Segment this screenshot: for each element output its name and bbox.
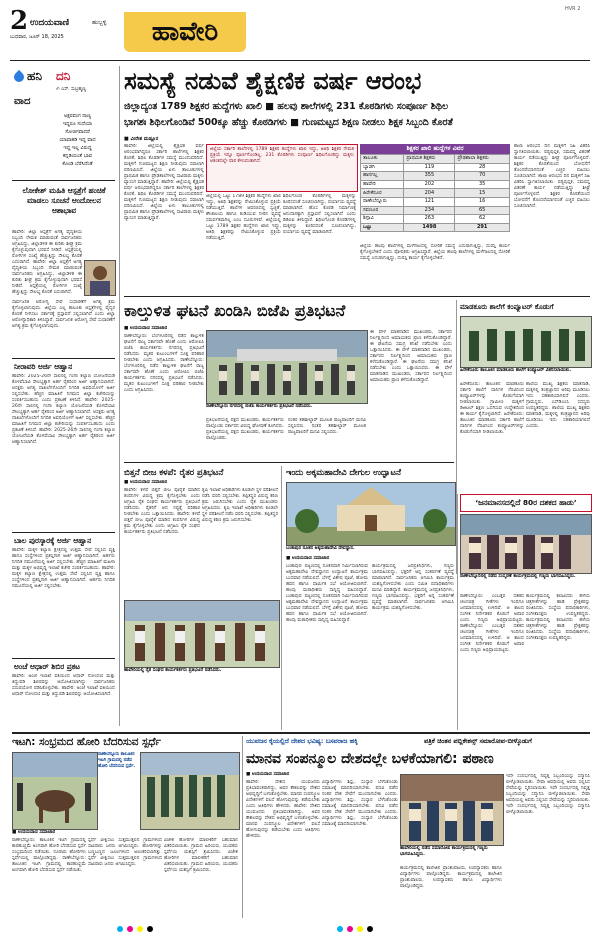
lead-body-col5: ಶಾಲಾ ಆರಂಭದ ದಿನ ಮಕ್ಕಳಿಗೆ ಸಿಹಿ ವಿತರಿಸಿ ಸ್ವಾಗತಿಸಲಾಯಿತು. ಪಠ್ಯಪುಸ್ತಕ, ಸಮವಸ್ತ್ರ ವಿತರಣೆ ಕಾರ್ಯ ನಡೆಯುತ್ತಿದ್ದು ಶೀಘ್ರ ಪೂರ್ಣಗೊಳ್ಳಲಿದೆ. ಶಿಕ್ಷಕರ ಕೊರತೆಯಿಂದ ಬೋಧನೆಗೆ ತೊಂದರೆಯಾಗದಂತೆ ಎಚ್ಚರ ವಹಿಸಲು ಸೂಚಿಸಲಾಗಿದೆ. ಶಾಲಾ ಆರಂಭದ ದಿನ ಮಕ್ಕಳಿಗೆ ಸಿಹಿ ವಿತರಿಸಿ ಸ್ವಾಗತಿಸಲಾಯಿತು. ಪಠ್ಯಪುಸ್ತಕ, ಸಮವಸ್ತ್ರ ವಿತರಣೆ ಕಾರ್ಯ ನಡೆಯುತ್ತಿದ್ದು ಶೀಘ್ರ ಪೂರ್ಣಗೊಳ್ಳಲಿದೆ. ಶಿಕ್ಷಕರ ಕೊರತೆಯಿಂದ ಬೋಧನೆಗೆ ತೊಂದರೆಯಾಗದಂತೆ ಎಚ್ಚರ ವಹಿಸಲು ಸೂಚಿಸಲಾಗಿದೆ. xyxy=(514,144,590,209)
samsmarane-body-2: ಕಾರ್ಯಕ್ರಮದಲ್ಲಿ ಕಲಾವಿದರು ಹಳೆಯ ಚಿತ್ರಗೀತೆಗಳನ್ನು ಹಾಡಿ ಪ್ರೇಕ್ಷಕರನ್ನು ರಂಜಿಸಿದರು. ಸಂಸ್ಥೆಯ ಪದಾಧಿಕಾರಿಗಳು, ಸಂಗೀತಾಸಕ್ತರು ಉಪಸ್ಥಿತರಿದ್ದರು. ಕಾರ್ಯಕ್ರಮದಲ್ಲಿ ಕಲಾವಿದರು ಹಳೆಯ ಚಿತ್ರಗೀತೆಗಳನ್ನು ಹಾಡಿ ಪ್ರೇಕ್ಷಕರನ್ನು ರಂಜಿಸಿದರು. ಸಂಸ್ಥೆಯ ಪದಾಧಿಕಾರಿಗಳು, ಸಂಗೀತಾಸಕ್ತರು ಉಪಸ್ಥಿತರಿದ್ದರು. xyxy=(526,594,590,641)
table-cell: ಹಿರೇಕೆರೂರ xyxy=(361,189,404,198)
page-number: 2 xyxy=(10,6,29,36)
masthead xyxy=(0,0,600,62)
temple-caption: ಬಂಕಾಪುರ ನೂತನ ಅಕ್ಕಮಹಾದೇವಿ ದೇವಸ್ಥಾನ. xyxy=(286,546,355,551)
poem-title: ವಾದ xyxy=(14,96,31,107)
protest-body-2: ಪ್ರತಿಭಟನೆಯಲ್ಲಿ ಪಕ್ಷದ ಮುಖಂಡರು, ಕಾರ್ಯಕರ್ತರು ಪಾಲ್ಗೊಂಡು ಸರ್ಕಾರದ ವಿರುದ್ಧ ಘೋಷಣೆ ಕೂಗಿದರು. ಪ್ರತಿಭಟನೆಯಲ್ಲಿ ಪಕ್ಷದ ಮುಖಂಡರು, ಕಾರ್ಯಕರ್ತರು ಪಾಲ್ಗೊಂಡರು. xyxy=(206,418,284,441)
info-box-text: ಜಿಲ್ಲೆಯ ಸರ್ಕಾರಿ ಶಾಲೆಗಳಲ್ಲಿ 1789 ಶಿಕ್ಷಕರ ಹುದ್ದೆಗಳು ಖಾಲಿ ಇದ್ದು, ಅತಿಥಿ ಶಿಕ್ಷಕರ ನೇಮಕ ಪ್ರಕ್ರಿಯೆ ಇನ್ನೂ ಪೂರ್ಣಗೊಂಡಿಲ್ಲ. 231 ಕೊಠಡಿಗಳು ಸಂಪೂರ್ಣ ಶಿಥಿಲಗೊಂಡಿದ್ದು ಮಕ್ಕಳು ಆತಂಕದಲ್ಲೇ ಪಾಠ ಕೇಳುವಂತಾಗಿದೆ. xyxy=(210,147,354,164)
table-cell: ಹಾನಗಲ್ಲ xyxy=(361,172,404,181)
table-cell: 234 xyxy=(404,206,455,215)
bull-body-3: ವಿಜೇತ ಹೋರಿಗಳ ಮಾಲೀಕರಿಗೆ ಬಹುಮಾನ ವಿತರಿಸಲಾಯಿತು. ಗ್ರಾಮದ ಹಿರಿಯರು, ಯುವಕರು ಸ್ಪರ್ಧೆಯ ಯಶಸ್ಸಿಗೆ ಶ್ರಮಿಸಿದರು. ವಿಜೇತ ಹೋರಿಗಳ ಮಾಲೀಕರಿಗೆ ಬಹುಮಾನ ವಿತರಿಸಲಾಯಿತು. ಗ್ರಾಮದ ಹಿರಿಯರು, ಯುವಕರು ಸ್ಪರ್ಧೆಯ ಯಶಸ್ಸಿಗೆ ಶ್ರಮಿಸಿದರು. xyxy=(164,838,238,873)
column-rule xyxy=(242,736,243,918)
computer-caption: ಹಿರೇಕೆರೂರು ತಾಲೂಕಿನ ಮಾಡಕೂರು ಶಾಲೆಗೆ ಕಂಪ್ಯೂಟರ್‌ ವಿತರಿಸಲಾಯಿತು. xyxy=(460,368,572,373)
samsmarane-headline: ‘ಜನಮಾನಸದಲ್ಲಿದೆ 80ರ ದಶಕದ ಹಾಡು’ xyxy=(475,498,577,507)
poem-line: ಯಾವಾತಡಿ ಇದ್ದ ವಾದ xyxy=(59,137,96,143)
bull-side-caption-box xyxy=(98,752,138,828)
lead-body-col1: ಹಾವೇರಿ: ಜಿಲ್ಲೆಯಲ್ಲಿ ಶೈಕ್ಷಣಿಕ ವರ್ಷ ಆರಂಭವಾಗಿದ್ದರೂ ಸರ್ಕಾರಿ ಶಾಲೆಗಳಲ್ಲಿ ಶಿಕ್ಷಕರ ಕೊರತೆ, ಶಿಥಿಲ ಕೊಠಡಿಗಳ ಸಮಸ್ಯೆ ಮುಂದುವರಿದಿದೆ. ಮಕ್ಕಳಿಗೆ ಗುಣಮಟ್ಟದ ಶಿಕ್ಷಣ ನೀಡುವುದು ಸವಾಲಾಗಿ ಪರಿಣಮಿಸಿದೆ. ಜಿಲ್ಲೆಯ ಏಳು ತಾಲೂಕುಗಳಲ್ಲಿ ಪ್ರಾಥಮಿಕ ಹಾಗೂ ಪ್ರೌಢಶಾಲೆಗಳಲ್ಲಿ ಸಾವಿರಾರು ಮಕ್ಕಳು ವ್ಯಾಸಂಗ ಮಾಡುತ್ತಿದ್ದಾರೆ. ಹಾವೇರಿ: ಜಿಲ್ಲೆಯಲ್ಲಿ ಶೈಕ್ಷಣಿಕ ವರ್ಷ ಆರಂಭವಾಗಿದ್ದರೂ ಸರ್ಕಾರಿ ಶಾಲೆಗಳಲ್ಲಿ ಶಿಕ್ಷಕರ ಕೊರತೆ, ಶಿಥಿಲ ಕೊಠಡಿಗಳ ಸಮಸ್ಯೆ ಮುಂದುವರಿದಿದೆ. ಮಕ್ಕಳಿಗೆ ಗುಣಮಟ್ಟದ ಶಿಕ್ಷಣ ನೀಡುವುದು ಸವಾಲಾಗಿ ಪರಿಣಮಿಸಿದೆ. ಜಿಲ್ಲೆಯ ಏಳು ತಾಲೂಕುಗಳಲ್ಲಿ ಪ್ರಾಥಮಿಕ ಹಾಗೂ ಪ್ರೌಢಶಾಲೆಗಳಲ್ಲಿ ಸಾವಿರಾರು ಮಕ್ಕಳು ವ್ಯಾಸಂಗ ಮಾಡುತ್ತಿದ್ದಾರೆ. xyxy=(124,144,204,221)
table-cell: 1498 xyxy=(404,223,455,232)
divider xyxy=(12,180,115,181)
edition-label: ಹುಬ್ಬಳ್ಳಿ xyxy=(92,19,107,26)
vacancy-table-box xyxy=(360,144,510,240)
table-total-row xyxy=(361,223,510,232)
hani-dani-logo: ಹನಿ xyxy=(27,69,42,83)
section-title: ಹಾವೇರಿ xyxy=(124,12,246,52)
table-cell: 70 xyxy=(455,172,510,181)
protest-body: ರಾಣೇಬೆನ್ನೂರು: ಬೆಂಗಳೂರಿನಲ್ಲಿ ನಡೆದ ಕಾಲ್ತುಳಿತ ಘಟನೆಗೆ ರಾಜ್ಯ ಸರ್ಕಾರವೇ ಹೊಣೆ ಎಂದು ಆರೋಪಿಸಿ ಬಿಜೆಪಿ ಕಾರ್ಯಕರ್ತರು ನಗರದಲ್ಲಿ ಪ್ರತಿಭಟನೆ ನಡೆಸಿದರು. ಮೃತರ ಕುಟುಂಬಗಳಿಗೆ ಸೂಕ್ತ ಪರಿಹಾರ ನೀಡಬೇಕು ಎಂದು ಆಗ್ರಹಿಸಿದರು. ರಾಣೇಬೆನ್ನೂರು: ಬೆಂಗಳೂರಿನಲ್ಲಿ ನಡೆದ ಕಾಲ್ತುಳಿತ ಘಟನೆಗೆ ರಾಜ್ಯ ಸರ್ಕಾರವೇ ಹೊಣೆ ಎಂದು ಆರೋಪಿಸಿ ಬಿಜೆಪಿ ಕಾರ್ಯಕರ್ತರು ನಗರದಲ್ಲಿ ಪ್ರತಿಭಟನೆ ನಡೆಸಿದರು. ಮೃತರ ಕುಟುಂಬಗಳಿಗೆ ಸೂಕ್ತ ಪರಿಹಾರ ನೀಡಬೇಕು ಎಂದು ಆಗ್ರಹಿಸಿದರು. xyxy=(124,334,204,393)
bike-body-2: ಕೃಷಿ ಇಲಾಖೆ ಅಧಿಕಾರಿಗಳು ಕೂಡಲೇ ಸ್ಥಳ ಪರಿಶೀಲನೆ ನಡೆಸಿ ವರದಿ ಸಲ್ಲಿಸಬೇಕು. ತಪ್ಪಿತಸ್ಥರ ವಿರುದ್ಧ ಕಠಿಣ ಕ್ರಮ ಜರುಗಿಸಬೇಕು ಎಂದು ರೈತ ಮುಖಂಡರು ಆಗ್ರಹಿಸಿದರು. ಕೃಷಿ ಇಲಾಖೆ ಅಧಿಕಾರಿಗಳು ಕೂಡಲೇ ಸ್ಥಳ ಪರಿಶೀಲನೆ ನಡೆಸಿ ವರದಿ ಸಲ್ಲಿಸಬೇಕು. ತಪ್ಪಿತಸ್ಥರ ವಿರುದ್ಧ ಕಠಿಣ ಕ್ರಮ ಜರುಗಿಸಬೇಕು. xyxy=(202,488,278,523)
poem-line: ಕನ್ನಡಿಯಂತೆ ಭಾವ xyxy=(62,153,93,159)
page-ref: HVR 2 xyxy=(565,6,581,12)
poem-line: ಇದ್ದ ಇಲ್ಲ ವಿರುದ್ಧ xyxy=(63,145,92,151)
bull-body: ರಾಣೇಬೆನ್ನೂರು: ತಾಲೂಕಿನ ಇಟಗಿ ಗ್ರಾಮದಲ್ಲಿ ಕಾರಹುಣ್ಣಿಮೆ ಅಂಗವಾಗಿ ಹೋರಿ ಬೆದರಿಸುವ ಸ್ಪರ್ಧೆ ಸಂಭ್ರಮದಿಂದ ನಡೆಯಿತು. ನೂರಾರು ಹೋರಿಗಳು ಸ್ಪರ್ಧೆಯಲ್ಲಿ ಪಾಲ್ಗೊಂಡಿದ್ದವು. ರಾಣೇಬೆನ್ನೂರು: ತಾಲೂಕಿನ ಇಟಗಿ ಗ್ರಾಮದಲ್ಲಿ ಕಾರಹುಣ್ಣಿಮೆ ಅಂಗವಾಗಿ ಹೋರಿ ಬೆದರಿಸುವ ಸ್ಪರ್ಧೆ ನಡೆಯಿತು. xyxy=(12,838,86,873)
info-box xyxy=(206,144,358,192)
samsmarane-photo xyxy=(460,514,592,574)
bottom-caption: ಹಾವೇರಿಯಲ್ಲಿ ನಡೆದ ಸಮಾರೋಪ ಕಾರ್ಯಕ್ರಮದಲ್ಲಿ ಗಣ್ಯರು ಭಾಗವಹಿಸಿದ್ದರು. xyxy=(400,846,488,857)
person-photo xyxy=(84,260,116,296)
lead-body-col4: ಜಿಲ್ಲೆಯ ಹಲವು ಶಾಲೆಗಳಲ್ಲಿ ಮಳೆಗಾಲದಲ್ಲಿ ಸೋರಿಕೆ ಸಮಸ್ಯೆ ಎದುರಾಗುತ್ತಿದ್ದು, ದುರಸ್ತಿ ಕಾರ್ಯ ಕೈಗೊಳ್ಳಬೇಕಿದೆ ಎಂದು ಪೋಷಕರು ಆಗ್ರಹಿಸಿದ್ದಾರೆ. ಜಿಲ್ಲೆಯ ಹಲವು ಶಾಲೆಗಳಲ್ಲಿ ಮಳೆಗಾಲದಲ್ಲಿ ಸೋರಿಕೆ ಸಮಸ್ಯೆ ಎದುರಾಗುತ್ತಿದ್ದು, ದುರಸ್ತಿ ಕಾರ್ಯ ಕೈಗೊಳ್ಳಬೇಕಿದೆ. xyxy=(360,244,510,261)
bottom-body: ಹಾವೇರಿ: ದೇಶದ ಯುವಜನರು ಪ್ರತಿಭಾವಂತರಾಗಿದ್ದು, ಅವರ ಕೌಶಲವನ್ನು ದೇಶದ ಅಭಿವೃದ್ಧಿಗೆ ಬಳಸಿಕೊಳ್ಳಬೇಕು. ಮಾನವ ಸಂಪನ್ಮೂಲ ವಿದೇಶಗಳಿಗೆ ವಲಸೆ ಹೋಗುವುದನ್ನು ತಡೆಯಬೇಕು ಎಂದು ಅತಿಥಿಗಳು ಹೇಳಿದರು. ಹಾವೇರಿ: ದೇಶದ ಯುವಜನರು ಪ್ರತಿಭಾವಂತರಾಗಿದ್ದು, ಅವರ ಕೌಶಲವನ್ನು ದೇಶದ ಅಭಿವೃದ್ಧಿಗೆ ಬಳಸಿಕೊಳ್ಳಬೇಕು. ಮಾನವ ಸಂಪನ್ಮೂಲ ವಿದೇಶಗಳಿಗೆ ವಲಸೆ ಹೋಗುವುದನ್ನು ತಡೆಯಬೇಕು ಎಂದು ಅತಿಥಿಗಳು ಹೇಳಿದರು. xyxy=(246,780,320,839)
temple-headline: ಇಂದು ಅಕ್ಕಮಹಾದೇವಿ ದೇಗುಲ ಉದ್ಘಾಟನೆ xyxy=(286,467,401,477)
date-line: ಬುಧವಾರ, ಜೂನ್ 18, 2025 xyxy=(10,34,64,40)
bapu-headline: ಬಾಲ ಪುರಸ್ಕಾರಕ್ಕೆ ಅರ್ಜಿ ಆಹ್ವಾನ xyxy=(14,536,92,545)
computer-photo xyxy=(460,316,592,368)
divider xyxy=(12,732,590,734)
samsmarane-body: ರಾಣೇಬೆನ್ನೂರು: ಎಂಬತ್ತರ ದಶಕದ ಚಲನಚಿತ್ರ ಗೀತೆಗಳು ಇಂದಿಗೂ ಜನಮಾನಸದಲ್ಲಿ ಉಳಿದಿವೆ. ಆ ಕಾಲದ ಸಂಗೀತ ನಿರ್ದೇಶಕರ ಕೊಡುಗೆ ಅಪಾರ ಎಂದು ಗಣ್ಯರು ಅಭಿಪ್ರಾಯಪಟ್ಟರು. ರಾಣೇಬೆನ್ನೂರು: ಎಂಬತ್ತರ ದಶಕದ ಚಲನಚಿತ್ರ ಗೀತೆಗಳು ಇಂದಿಗೂ ಜನಮಾನಸದಲ್ಲಿ ಉಳಿದಿವೆ. ಆ ಕಾಲದ ಸಂಗೀತ ನಿರ್ದೇಶಕರ ಕೊಡುಗೆ ಅಪಾರ ಎಂದು ಗಣ್ಯರು ಅಭಿಪ್ರಾಯಪಟ್ಟರು. xyxy=(460,594,524,653)
table-cell: ಒಟ್ಟು xyxy=(361,223,404,232)
lead-byline: ■ ವೀರೇಶ ಮಡ್ಲೂರ xyxy=(124,136,159,142)
table-cell: 121 xyxy=(404,197,455,206)
bike-byline: ■ ಉದಯವಾಣಿ ಸಮಾಚಾರ xyxy=(124,480,168,485)
table-header-row xyxy=(361,155,510,164)
hani-dani-logo-accent: ದನಿ xyxy=(56,69,71,83)
divider xyxy=(12,532,115,533)
protest-headline: ಕಾಲ್ತುಳಿತ ಘಟನೆ ಖಂಡಿಸಿ ಬಿಜೆಪಿ ಪ್ರತಿಭಟನೆ xyxy=(124,301,346,320)
table-cell: ರಾಣೇಬೆನ್ನೂರು xyxy=(361,197,404,206)
farmer-caption: ಹಾವೇರಿಯಲ್ಲಿ ರೈತ ಸಂಘದ ಕಾರ್ಯಕರ್ತರು ಪ್ರತಿಭಟನೆ ನಡೆಸಿದರು. xyxy=(124,668,222,673)
poem-line: ಅಕ್ಷರವಂಗ ನಾಣ್ಯ xyxy=(63,113,92,119)
neerasagar-headline: ನೀರಾವರಿ ಅರ್ಜಿ ಆಹ್ವಾನ xyxy=(14,362,73,371)
bottom-body-3: ಕಾರ್ಯಕ್ರಮದಲ್ಲಿ ಕಾಲೇಜಿನ ಪ್ರಾಂಶುಪಾಲರು, ಉಪನ್ಯಾಸಕರು ಹಾಗೂ ವಿದ್ಯಾರ್ಥಿಗಳು ಪಾಲ್ಗೊಂಡಿದ್ದರು. ಕಾರ್ಯಕ್ರಮದಲ್ಲಿ ಕಾಲೇಜಿನ ಪ್ರಾಂಶುಪಾಲರು, ಉಪನ್ಯಾಸಕರು ಹಾಗೂ ವಿದ್ಯಾರ್ಥಿಗಳು ಪಾಲ್ಗೊಂಡಿದ್ದರು. xyxy=(400,866,502,889)
hani-dani-byline: ✍ ಎಸ್‌. ಸುಬ್ರಹ್ಮಣ್ಯ xyxy=(56,87,87,92)
table-row xyxy=(361,215,510,224)
bull-side-caption: ರಾಣೇಬೆನ್ನೂರು ತಾಲೂಕಿನ ಇಟಗಿ ಗ್ರಾಮದಲ್ಲಿ ನಡೆದ ಹೋರಿ ಬೆದರಿಸುವ ಸ್ಪರ್ಧೆ. xyxy=(98,752,136,769)
bull-body-2: ಸ್ಪರ್ಧೆ ವೀಕ್ಷಿಸಲು ಸುತ್ತಮುತ್ತಲಿನ ಗ್ರಾಮಗಳಿಂದ ಸಾವಿರಾರು ಜನರು ಆಗಮಿಸಿದ್ದರು. ಹೋರಿಗಳನ್ನು ಬಣ್ಣಬಣ್ಣದ ಜೂಲಗಳಿಂದ ಅಲಂಕರಿಸಲಾಗಿತ್ತು. ಸ್ಪರ್ಧೆ ವೀಕ್ಷಿಸಲು ಸುತ್ತಮುತ್ತಲಿನ ಗ್ರಾಮಗಳಿಂದ ಸಾವಿರಾರು ಜನರು ಆಗಮಿಸಿದ್ದರು. xyxy=(88,838,162,867)
bapu-body: ಹಾವೇರಿ: ಮಕ್ಕಳ ಕಲ್ಯಾಣ ಕ್ಷೇತ್ರದಲ್ಲಿ ಉತ್ತಮ ಸೇವೆ ಸಲ್ಲಿಸಿದ ವ್ಯಕ್ತಿ ಹಾಗೂ ಸಂಸ್ಥೆಗಳಿಂದ ಪ್ರಶಸ್ತಿಗಾಗಿ ಅರ್ಜಿ ಆಹ್ವಾನಿಸಲಾಗಿದೆ. ಅರ್ಹರು ನಿಗದಿತ ನಮೂನೆಯಲ್ಲಿ ಅರ್ಜಿ ಸಲ್ಲಿಸಬೇಕು. ಹೆಚ್ಚಿನ ಮಾಹಿತಿಗೆ ಮಹಿಳಾ ಮತ್ತು ಮಕ್ಕಳ ಅಭಿವೃದ್ಧಿ ಇಲಾಖೆ ಕಚೇರಿ ಸಂಪರ್ಕಿಸಬಹುದು. ಹಾವೇರಿ: ಮಕ್ಕಳ ಕಲ್ಯಾಣ ಕ್ಷೇತ್ರದಲ್ಲಿ ಉತ್ತಮ ಸೇವೆ ಸಲ್ಲಿಸಿದ ವ್ಯಕ್ತಿ ಹಾಗೂ ಸಂಸ್ಥೆಗಳಿಂದ ಪ್ರಶಸ್ತಿಗಾಗಿ ಅರ್ಜಿ ಆಹ್ವಾನಿಸಲಾಗಿದೆ. ಅರ್ಹರು ನಿಗದಿತ ನಮೂನೆಯಲ್ಲಿ ಅರ್ಜಿ ಸಲ್ಲಿಸಬೇಕು. xyxy=(12,548,115,589)
table-cell: 28 xyxy=(455,163,510,172)
table-cell: 15 xyxy=(455,189,510,198)
column-rule xyxy=(281,466,282,730)
temple-body: ಬಂಕಾಪುರ: ಪಟ್ಟಣದಲ್ಲಿ ನೂತನವಾಗಿ ನಿರ್ಮಿಸಲಾಗಿರುವ ಅಕ್ಕಮಹಾದೇವಿ ದೇವಸ್ಥಾನದ ಉದ್ಘಾಟನೆ ಕಾರ್ಯಕ್ರಮ ಬುಧವಾರ ನಡೆಯಲಿದೆ. ಬೆಳಗ್ಗೆ ವಿಶೇಷ ಪೂಜೆ, ಹೋಮ ಹವನ ಹಾಗೂ ಧಾರ್ಮಿಕ ಸಭೆ ಆಯೋಜಿಸಲಾಗಿದೆ. ಹಲವು ಮಠಾಧೀಶರು ಸಾನ್ನಿಧ್ಯ ವಹಿಸಲಿದ್ದಾರೆ. ಬಂಕಾಪುರ: ಪಟ್ಟಣದಲ್ಲಿ ನೂತನವಾಗಿ ನಿರ್ಮಿಸಲಾಗಿರುವ ಅಕ್ಕಮಹಾದೇವಿ ದೇವಸ್ಥಾನದ ಉದ್ಘಾಟನೆ ಕಾರ್ಯಕ್ರಮ ಬುಧವಾರ ನಡೆಯಲಿದೆ. ಬೆಳಗ್ಗೆ ವಿಶೇಷ ಪೂಜೆ, ಹೋಮ ಹವನ ಹಾಗೂ ಧಾರ್ಮಿಕ ಸಭೆ ಆಯೋಜಿಸಲಾಗಿದೆ. ಹಲವು ಮಠಾಧೀಶರು ಸಾನ್ನಿಧ್ಯ ವಹಿಸಲಿದ್ದಾರೆ. xyxy=(286,564,368,623)
table-cell: ಹಾವೇರಿ xyxy=(361,180,404,189)
bike-headline: ಬಿತ್ತನೆ ಬೀಜ ಕಳಪೆ: ರೈತರ ಪ್ರತಿಭಟನೆ xyxy=(124,467,224,477)
aadhar-headline: ಅಂಚೆ ಆಧಾರ್‌ ಶಿಬಿರ ಪ್ರಕಟ xyxy=(14,662,80,671)
bull-headline: ಇಟಗಿ: ಸಂಭ್ರಮದ ಹೋರಿ ಬೆದರಿಸುವ ಸ್ಪರ್ಧೆ xyxy=(12,736,161,748)
table-row xyxy=(361,197,510,206)
computer-headline: ಮಾಡಕೂರು ಶಾಲೆಗೆ ಕಂಪ್ಯೂಟರ್‌ ಕೊಡುಗೆ xyxy=(460,303,554,311)
bull-photo xyxy=(12,752,98,830)
poem-line: ಇದ್ದರೂ ಸುಧೆಯಾ xyxy=(62,121,93,127)
table-row xyxy=(361,206,510,215)
table-title: ಶಿಕ್ಷಕರ ಖಾಲಿ ಹುದ್ದೆಗಳ ವಿವರ xyxy=(360,144,510,154)
table-header-cell: ಪ್ರಾಥಮಿಕ ಶಿಕ್ಷಕರು xyxy=(404,155,455,164)
bike-body: ಹಾವೇರಿ: ಕಳಪೆ ಬಿತ್ತನೆ ಬೀಜ ಪೂರೈಕೆ ಮಾಡಿದ ಕಂಪನಿಗಳ ವಿರುದ್ಧ ಕ್ರಮ ಕೈಗೊಳ್ಳಬೇಕು ಎಂದು ಆಗ್ರಹಿಸಿ ರೈತ ಸಂಘದ ಕಾರ್ಯಕರ್ತರು ಪ್ರತಿಭಟನೆ ನಡೆಸಿದರು. ರೈತರಿಗೆ ಆದ ನಷ್ಟಕ್ಕೆ ಪರಿಹಾರ ನೀಡಬೇಕು ಎಂದು ಒತ್ತಾಯಿಸಿದರು. ಹಾವೇರಿ: ಕಳಪೆ ಬಿತ್ತನೆ ಬೀಜ ಪೂರೈಕೆ ಮಾಡಿದ ಕಂಪನಿಗಳ ವಿರುದ್ಧ ಕ್ರಮ ಕೈಗೊಳ್ಳಬೇಕು ಎಂದು ಆಗ್ರಹಿಸಿ ರೈತ ಸಂಘದ ಕಾರ್ಯಕರ್ತರು ಪ್ರತಿಭಟನೆ ನಡೆಸಿದರು. xyxy=(124,488,200,535)
table-row xyxy=(361,189,510,198)
table-cell: 355 xyxy=(404,172,455,181)
lead-body-col2: ಜಿಲ್ಲೆಯಲ್ಲಿ ಒಟ್ಟು 1789 ಶಿಕ್ಷಕರ ಹುದ್ದೆಗಳು ಖಾಲಿ ಇದ್ದು, ಅತಿಥಿ ಶಿಕ್ಷಕರನ್ನು ನೇಮಿಸಿಕೊಳ್ಳುವ ಪ್ರಕ್ರಿಯೆ ನಡೆಯುತ್ತಿದೆ. ಶಾಲೆಗಳ ಆವರಣದಲ್ಲಿ ಸ್ವಚ್ಛತೆ, ಶೌಚಾಲಯ ಹಾಗೂ ಕುಡಿಯುವ ನೀರಿನ ವ್ಯವಸ್ಥೆ ಸಮರ್ಪಕವಾಗಿಲ್ಲ ಎಂಬ ದೂರುಗಳಿವೆ. ಜಿಲ್ಲೆಯಲ್ಲಿ ಒಟ್ಟು 1789 ಶಿಕ್ಷಕರ ಹುದ್ದೆಗಳು ಖಾಲಿ ಇದ್ದು, ಅತಿಥಿ ಶಿಕ್ಷಕರನ್ನು ನೇಮಿಸಿಕೊಳ್ಳುವ ಪ್ರಕ್ರಿಯೆ ನಡೆಯುತ್ತಿದೆ. xyxy=(206,194,281,241)
poem-line: ಸೋಜಿಗವಾದರೆ xyxy=(65,129,90,135)
computer-body: ಹಿರೇಕೆರೂರು: ತಾಲೂಕಿನ ಮಾಡಕೂರು ಸರ್ಕಾರಿ ಶಾಲೆಗೆ ದಾನಿಗಳ ನೆರವಿನಿಂದ ಕಂಪ್ಯೂಟರ್‌ಗಳನ್ನು ಕೊಡುಗೆಯಾಗಿ ನೀಡಲಾಯಿತು. ಗ್ರಾಮೀಣ ಮಕ್ಕಳಿಗೆ ಡಿಜಿಟಲ್‌ ಶಿಕ್ಷಣ ಒದಗಿಸುವ ಉದ್ದೇಶದಿಂದ ಈ ಕಾರ್ಯ ಕೈಗೊಳ್ಳಲಾಗಿದೆ. ಹಿರೇಕೆರೂರು: ತಾಲೂಕಿನ ಮಾಡಕೂರು ಸರ್ಕಾರಿ ಶಾಲೆಗೆ ದಾನಿಗಳ ನೆರವಿನಿಂದ ಕಂಪ್ಯೂಟರ್‌ಗಳನ್ನು ಕೊಡುಗೆಯಾಗಿ ನೀಡಲಾಯಿತು. xyxy=(460,382,524,435)
table-cell: ಶಿಗ್ಗಾವಿ xyxy=(361,215,404,224)
protest-body-4: ಈ ವೇಳೆ ಮಾತನಾಡಿದ ಮುಖಂಡರು, ಸರ್ಕಾರದ ನಿರ್ಲಕ್ಷ್ಯದಿಂದ ಅಮಾಯಕರು ಪ್ರಾಣ ಕಳೆದುಕೊಂಡಿದ್ದಾರೆ. ಈ ಘಟನೆಯ ಸಮಗ್ರ ತನಿಖೆ ನಡೆಸಬೇಕು ಎಂದು ಒತ್ತಾಯಿಸಿದರು. ಈ ವೇಳೆ ಮಾತನಾಡಿದ ಮುಖಂಡರು, ಸರ್ಕಾರದ ನಿರ್ಲಕ್ಷ್ಯದಿಂದ ಅಮಾಯಕರು ಪ್ರಾಣ ಕಳೆದುಕೊಂಡಿದ್ದಾರೆ. ಈ ಘಟನೆಯ ಸಮಗ್ರ ತನಿಖೆ ನಡೆಸಬೇಕು ಎಂದು ಒತ್ತಾಯಿಸಿದರು. ಈ ವೇಳೆ ಮಾತನಾಡಿದ ಮುಖಂಡರು, ಸರ್ಕಾರದ ನಿರ್ಲಕ್ಷ್ಯದಿಂದ ಅಮಾಯಕರು ಪ್ರಾಣ ಕಳೆದುಕೊಂಡಿದ್ದಾರೆ. xyxy=(370,330,452,383)
lokesh-headline: ಲೋಕೇಶ್‌ ಮಹಿತಿ ಆಸ್ಪತ್ರೆಗೆ ಹಂಚಿಕೆ ಮಾಡಲು ಸೂಚನೆ ಆಂದೋಲನ ಆಶಾಭಾವ xyxy=(22,186,106,215)
paper-name: ಉದಯವಾಣಿ xyxy=(30,18,70,28)
table-cell: 65 xyxy=(455,206,510,215)
bottom-byline: ■ ಉದಯವಾಣಿ ಸಮಾಚಾರ xyxy=(246,772,290,777)
water-drop-icon xyxy=(12,70,26,84)
sub-headline-1: ಜಿಲ್ಲಾದ್ಯಂತ 1789 ಶಿಕ್ಷಕರ ಹುದ್ದೆಗಳು ಖಾಲಿ ■ ಹಲವು ಶಾಲೆಗಳಲ್ಲಿ 231 ಕೊಠಡಿಗಳು ಸಂಪೂರ್ಣ ಶಿಥಿಲ xyxy=(124,101,449,112)
vacancy-table xyxy=(360,154,510,232)
poem-body xyxy=(40,112,115,168)
table-cell: ಬ್ಯಾಡಗಿ xyxy=(361,163,404,172)
table-header-cell: ಪ್ರೌಢಶಾಲಾ ಶಿಕ್ಷಕರು xyxy=(455,155,510,164)
table-row xyxy=(361,172,510,181)
samsmarane-headline-box xyxy=(460,494,592,512)
masthead-rule xyxy=(10,60,590,61)
bottom-kicker-left: ಯುವಜನ ಕೈಯಲ್ಲಿದೆ ದೇಶದ ಭವಿಷ್ಯ: ಬಸವರಾಜ ಹಕ್ಕಿ xyxy=(246,737,358,745)
protest-photo xyxy=(206,330,368,404)
column-rule xyxy=(457,494,458,730)
table-cell: 16 xyxy=(455,197,510,206)
protest-caption: ರಾಣೇಬೆನ್ನೂರು ನಗರದಲ್ಲಿ ಬಿಜೆಪಿ ಕಾರ್ಯಕರ್ತರು ಪ್ರತಿಭಟನೆ ನಡೆಸಿದರು. xyxy=(206,404,313,409)
samsmarane-caption: ರಾಣೇಬೆನ್ನೂರಿನಲ್ಲಿ ನಡೆದ ಸಂಸ್ಮರಣೆ ಕಾರ್ಯಕ್ರಮದಲ್ಲಿ ಗಣ್ಯರು ಭಾಗವಹಿಸಿದ್ದರು. xyxy=(460,574,576,579)
table-header-cell: ತಾಲೂಕು xyxy=(361,155,404,164)
table-row xyxy=(361,180,510,189)
protest-body-3: ನಂತರ ತಹಶೀಲ್ದಾರ್‌ ಮೂಲಕ ರಾಜ್ಯಪಾಲರಿಗೆ ಮನವಿ ಸಲ್ಲಿಸಿದರು. ನಂತರ ತಹಶೀಲ್ದಾರ್‌ ಮೂಲಕ ರಾಜ್ಯಪಾಲರಿಗೆ ಮನವಿ ಸಲ್ಲಿಸಿದರು. xyxy=(288,418,366,435)
bottom-headline: ಮಾನವ ಸಂಪನ್ಮೂಲ ದೇಶದಲ್ಲೇ ಬಳಕೆಯಾಗಲಿ: ಪಠಾಣ xyxy=(246,751,494,767)
bottom-body-2: ವಿದ್ಯಾರ್ಥಿಗಳು ಶಿಸ್ತು, ಸಂಸ್ಕಾರ ಬೆಳೆಸಿಕೊಂಡು ಸಮಾಜಕ್ಕೆ ಮಾದರಿಯಾಗಬೇಕು. ಪದವಿ ಪಡೆದ ನಂತರ ದೇಶ ಸೇವೆಗೆ ಮುಂದಾಗಬೇಕು ಎಂದರು. ವಿದ್ಯಾರ್ಥಿಗಳು ಶಿಸ್ತು, ಸಂಸ್ಕಾರ ಬೆಳೆಸಿಕೊಂಡು ಸಮಾಜಕ್ಕೆ ಮಾದರಿಯಾಗಬೇಕು. ಪದವಿ ಪಡೆದ ನಂತರ ದೇಶ ಸೇವೆಗೆ ಮುಂದಾಗಬೇಕು ಎಂದರು. ವಿದ್ಯಾರ್ಥಿಗಳು ಶಿಸ್ತು, ಸಂಸ್ಕಾರ ಬೆಳೆಸಿಕೊಂಡು ಸಮಾಜಕ್ಕೆ ಮಾದರಿಯಾಗಬೇಕು. xyxy=(322,780,398,827)
temple-body-2: ಕಾರ್ಯಕ್ರಮದಲ್ಲಿ ಜನಪ್ರತಿನಿಧಿಗಳು, ಗಣ್ಯರು ಭಾಗವಹಿಸಲಿದ್ದು, ಭಕ್ತರಿಗೆ ಅನ್ನ ಸಂತರ್ಪಣೆ ವ್ಯವಸ್ಥೆ ಮಾಡಲಾಗಿದೆ. ಸಾರ್ವಜನಿಕರು ಆಗಮಿಸಿ ಕಾರ್ಯಕ್ರಮ ಯಶಸ್ವಿಗೊಳಿಸಬೇಕು ಎಂದು ಸಮಿತಿ ಪದಾಧಿಕಾರಿಗಳು ಮನವಿ ಮಾಡಿದ್ದಾರೆ. ಕಾರ್ಯಕ್ರಮದಲ್ಲಿ ಜನಪ್ರತಿನಿಧಿಗಳು, ಗಣ್ಯರು ಭಾಗವಹಿಸಲಿದ್ದು, ಭಕ್ತರಿಗೆ ಅನ್ನ ಸಂತರ್ಪಣೆ ವ್ಯವಸ್ಥೆ ಮಾಡಲಾಗಿದೆ. ಸಾರ್ವಜನಿಕರು ಆಗಮಿಸಿ ಕಾರ್ಯಕ್ರಮ ಯಶಸ್ವಿಗೊಳಿಸಬೇಕು. xyxy=(372,564,454,611)
farmer-photo xyxy=(124,600,280,668)
temple-photo xyxy=(286,482,456,546)
bull-byline: ■ ಉದಯವಾಣಿ ಸಮಾಚಾರ xyxy=(12,830,56,835)
sub-headline-2: ಭಾಗಶಃ ಶಿಥಿಲಗೊಂಡಿವೆ 500ಕ್ಕೂ ಹೆಚ್ಚು ಕೊಠಡಿಗಳು ■ ಗುಣಮಟ್ಟದ ಶಿಕ್ಷಣ ನೀಡಲು ಶಿಕ್ಷಕ ಸಿಬ್ಬಂದಿ ಕೊರತೆ xyxy=(124,117,453,128)
table-cell: 119 xyxy=(404,163,455,172)
aadhar-body: ಹಾವೇರಿ: ಅಂಚೆ ಇಲಾಖೆ ವತಿಯಿಂದ ಆಧಾರ್‌ ನೋಂದಣಿ ಮತ್ತು ತಿದ್ದುಪಡಿ ಶಿಬಿರವನ್ನು ಆಯೋಜಿಸಲಾಗಿದ್ದು ಸಾರ್ವಜನಿಕರು ಸದುಪಯೋಗ ಪಡಿಸಿಕೊಳ್ಳಬೇಕು. ಹಾವೇರಿ: ಅಂಚೆ ಇಲಾಖೆ ವತಿಯಿಂದ ಆಧಾರ್‌ ನೋಂದಣಿ ಮತ್ತು ತಿದ್ದುಪಡಿ ಶಿಬಿರವನ್ನು ಆಯೋಜಿಸಲಾಗಿದೆ. xyxy=(12,674,115,697)
table-cell: 291 xyxy=(455,223,510,232)
bottom-body-4: ಇದೇ ಸಂದರ್ಭದಲ್ಲಿ ನಿವೃತ್ತ ಸಿಬ್ಬಂದಿಯನ್ನು ಸನ್ಮಾನಿಸಿ ಬೀಳ್ಕೊಡಲಾಯಿತು. ಸೇವಾ ಅವಧಿಯಲ್ಲಿ ಅವರು ಸಲ್ಲಿಸಿದ ಸೇವೆಯನ್ನು ಸ್ಮರಿಸಲಾಯಿತು. ಇದೇ ಸಂದರ್ಭದಲ್ಲಿ ನಿವೃತ್ತ ಸಿಬ್ಬಂದಿಯನ್ನು ಸನ್ಮಾನಿಸಿ ಬೀಳ್ಕೊಡಲಾಯಿತು. ಸೇವಾ ಅವಧಿಯಲ್ಲಿ ಅವರು ಸಲ್ಲಿಸಿದ ಸೇವೆಯನ್ನು ಸ್ಮರಿಸಲಾಯಿತು. ಇದೇ ಸಂದರ್ಭದಲ್ಲಿ ನಿವೃತ್ತ ಸಿಬ್ಬಂದಿಯನ್ನು ಸನ್ಮಾನಿಸಿ ಬೀಳ್ಕೊಡಲಾಯಿತು. xyxy=(506,774,590,815)
bottom-kicker-right: ಪತ್ರಿಕೆ ಚಿಂತನ ಪಬ್ಲಿಕೇಶನ್ಸ್‌ ಸಮಾರೋಪ-ಬೀಳ್ಕೊಡುಗೆ xyxy=(424,737,532,745)
divider xyxy=(124,462,454,463)
lokesh-body-cont: ಸಾರ್ವಜನಿಕ ಆರೋಗ್ಯ ಸೇವೆ ಸುಧಾರಣೆಗೆ ಅಗತ್ಯ ಕ್ರಮ ಕೈಗೊಳ್ಳಲಾಗುವುದು. ಜಿಲ್ಲೆಯ ಎಲ್ಲ ತಾಲೂಕು ಆಸ್ಪತ್ರೆಗಳಲ್ಲಿ ವೈದ್ಯರ ಕೊರತೆ ನೀಗಿಸಲು ಸರ್ಕಾರಕ್ಕೆ ಪ್ರಸ್ತಾವನೆ ಸಲ್ಲಿಸಲಾಗಿದೆ ಎಂದು ಜಿಲ್ಲಾ ಆರೋಗ್ಯಾಧಿಕಾರಿ ತಿಳಿಸಿದ್ದಾರೆ. ಸಾರ್ವಜನಿಕ ಆರೋಗ್ಯ ಸೇವೆ ಸುಧಾರಣೆಗೆ ಅಗತ್ಯ ಕ್ರಮ ಕೈಗೊಳ್ಳಲಾಗುವುದು. xyxy=(12,300,115,329)
table-cell: 263 xyxy=(404,215,455,224)
table-cell: 204 xyxy=(404,189,455,198)
temple-byline: ■ ಉದಯವಾಣಿ ಸಮಾಚಾರ xyxy=(286,556,330,561)
lokesh-body: ಹಾವೇರಿ: ಜಿಲ್ಲಾ ಆಸ್ಪತ್ರೆಗೆ ಅಗತ್ಯ ವೈದ್ಯಕೀಯ ಸಿಬ್ಬಂದಿ ನೇಮಕ ಮಾಡುವಂತೆ ಸಾರ್ವಜನಿಕರು ಆಗ್ರಹಿಸಿದ್ದು, ಜಿಲ್ಲಾಡಳಿತ ಈ ಕುರಿತು ಶೀಘ್ರ ಕ್ರಮ ಕೈಗೊಳ್ಳುವುದಾಗಿ ಭರವಸೆ ನೀಡಿದೆ. ಆಸ್ಪತ್ರೆಯಲ್ಲಿ ರೋಗಿಗಳ ಸಂಖ್ಯೆ ಹೆಚ್ಚುತ್ತಿದ್ದು ಸೌಲಭ್ಯ ಕೊರತೆ ಎದುರಾಗಿದೆ. ಹಾವೇರಿ: ಜಿಲ್ಲಾ ಆಸ್ಪತ್ರೆಗೆ ಅಗತ್ಯ ವೈದ್ಯಕೀಯ ಸಿಬ್ಬಂದಿ ನೇಮಕ ಮಾಡುವಂತೆ ಸಾರ್ವಜನಿಕರು ಆಗ್ರಹಿಸಿದ್ದು, ಜಿಲ್ಲಾಡಳಿತ ಈ ಕುರಿತು ಶೀಘ್ರ ಕ್ರಮ ಕೈಗೊಳ್ಳುವುದಾಗಿ ಭರವಸೆ ನೀಡಿದೆ. ಆಸ್ಪತ್ರೆಯಲ್ಲಿ ರೋಗಿಗಳ ಸಂಖ್ಯೆ ಹೆಚ್ಚುತ್ತಿದ್ದು ಸೌಲಭ್ಯ ಕೊರತೆ ಎದುರಾಗಿದೆ. xyxy=(12,230,82,295)
divider xyxy=(12,658,115,659)
bottom-photo xyxy=(400,774,504,846)
hani-dani-box xyxy=(12,66,115,178)
main-headline: ಸಮಸ್ಯೆ ನಡುವೆ ಶೈಕ್ಷಣಿಕ ವರ್ಷ ಆರಂಭ xyxy=(124,66,422,95)
color-registration-marks xyxy=(0,918,600,926)
table-cell: ಸವಣೂರ xyxy=(361,206,404,215)
table-row xyxy=(361,163,510,172)
column-rule xyxy=(119,66,120,726)
poem-line: ಕೊಂಡಿ ಬೆರೆಸಿದೆಂತೆ xyxy=(62,161,93,167)
computer-body-2: ಶಾಲೆಯ ಮುಖ್ಯ ಶಿಕ್ಷಕರು ಮಾತನಾಡಿ, ಮಕ್ಕಳಲ್ಲಿ ತಂತ್ರಜ್ಞಾನದ ಅರಿವು ಮೂಡಿಸಲು ಇದು ಸಹಕಾರಿಯಾಗಲಿದೆ ಎಂದರು. ಗ್ರಾಮಸ್ಥರು, ಎಸ್‌ಡಿಎಂಸಿ ಸದಸ್ಯರು ಉಪಸ್ಥಿತರಿದ್ದರು. ಶಾಲೆಯ ಮುಖ್ಯ ಶಿಕ್ಷಕರು ಮಾತನಾಡಿ, ಮಕ್ಕಳಲ್ಲಿ ತಂತ್ರಜ್ಞಾನದ ಅರಿವು ಮೂಡಿಸಲು ಇದು ಸಹಕಾರಿಯಾಗಲಿದೆ ಎಂದರು. xyxy=(526,382,590,429)
bull-photo-2 xyxy=(140,752,240,830)
protest-byline: ■ ಉದಯವಾಣಿ ಸಮಾಚಾರ xyxy=(124,326,168,331)
divider xyxy=(124,296,590,297)
table-cell: 35 xyxy=(455,180,510,189)
table-cell: 202 xyxy=(404,180,455,189)
table-cell: 62 xyxy=(455,215,510,224)
neerasagar-body: ಹಾವೇರಿ: 2025-26ನೇ ಸಾಲಿನಲ್ಲಿ ಗಂಗಾ ಕಲ್ಯಾಣ ಯೋಜನೆಯಡಿ ಕೊಳವೆಬಾವಿ ಸೌಲಭ್ಯಕ್ಕಾಗಿ ಅರ್ಹ ರೈತರಿಂದ ಅರ್ಜಿ ಆಹ್ವಾನಿಸಲಾಗಿದೆ. ಆಸಕ್ತರು ಅಗತ್ಯ ದಾಖಲೆಗಳೊಂದಿಗೆ ನಿಗದಿತ ಅವಧಿಯೊಳಗೆ ಅರ್ಜಿ ಸಲ್ಲಿಸಬೇಕು. ಹೆಚ್ಚಿನ ಮಾಹಿತಿಗೆ ನಿಗಮದ ಜಿಲ್ಲಾ ಕಚೇರಿಯನ್ನು ಸಂಪರ್ಕಿಸಬಹುದು ಎಂದು ಪ್ರಕಟಣೆ ತಿಳಿಸಿದೆ. ಹಾವೇರಿ: 2025-26ನೇ ಸಾಲಿನಲ್ಲಿ ಗಂಗಾ ಕಲ್ಯಾಣ ಯೋಜನೆಯಡಿ ಕೊಳವೆಬಾವಿ ಸೌಲಭ್ಯಕ್ಕಾಗಿ ಅರ್ಹ ರೈತರಿಂದ ಅರ್ಜಿ ಆಹ್ವಾನಿಸಲಾಗಿದೆ. ಆಸಕ್ತರು ಅಗತ್ಯ ದಾಖಲೆಗಳೊಂದಿಗೆ ನಿಗದಿತ ಅವಧಿಯೊಳಗೆ ಅರ್ಜಿ ಸಲ್ಲಿಸಬೇಕು. ಹೆಚ್ಚಿನ ಮಾಹಿತಿಗೆ ನಿಗಮದ ಜಿಲ್ಲಾ ಕಚೇರಿಯನ್ನು ಸಂಪರ್ಕಿಸಬಹುದು ಎಂದು ಪ್ರಕಟಣೆ ತಿಳಿಸಿದೆ. ಹಾವೇರಿ: 2025-26ನೇ ಸಾಲಿನಲ್ಲಿ ಗಂಗಾ ಕಲ್ಯಾಣ ಯೋಜನೆಯಡಿ ಕೊಳವೆಬಾವಿ ಸೌಲಭ್ಯಕ್ಕಾಗಿ ಅರ್ಹ ರೈತರಿಂದ ಅರ್ಜಿ ಆಹ್ವಾನಿಸಲಾಗಿದೆ. xyxy=(12,374,115,445)
lead-body-col3: ಶಿಥಿಲಗೊಂಡ ಕೊಠಡಿಗಳಲ್ಲಿ ಮಕ್ಕಳನ್ನು ಕೂರಿಸದಂತೆ ಸೂಚಿಸಲಾಗಿದ್ದು, ಪರ್ಯಾಯ ವ್ಯವಸ್ಥೆ ಮಾಡಲಾಗಿದೆ. ಹೊಸ ಕೊಠಡಿ ನಿರ್ಮಾಣಕ್ಕೆ ಅನುದಾನಕ್ಕಾಗಿ ಪ್ರಸ್ತಾವನೆ ಸಲ್ಲಿಸಲಾಗಿದೆ ಎಂದು ಡಿಡಿಪಿಐ ತಿಳಿಸಿದ್ದಾರೆ. ಶಿಥಿಲಗೊಂಡ ಕೊಠಡಿಗಳಲ್ಲಿ ಮಕ್ಕಳನ್ನು ಕೂರಿಸದಂತೆ ಸೂಚಿಸಲಾಗಿದ್ದು, ಪರ್ಯಾಯ ವ್ಯವಸ್ಥೆ ಮಾಡಲಾಗಿದೆ. xyxy=(283,194,356,235)
divider xyxy=(12,358,115,359)
